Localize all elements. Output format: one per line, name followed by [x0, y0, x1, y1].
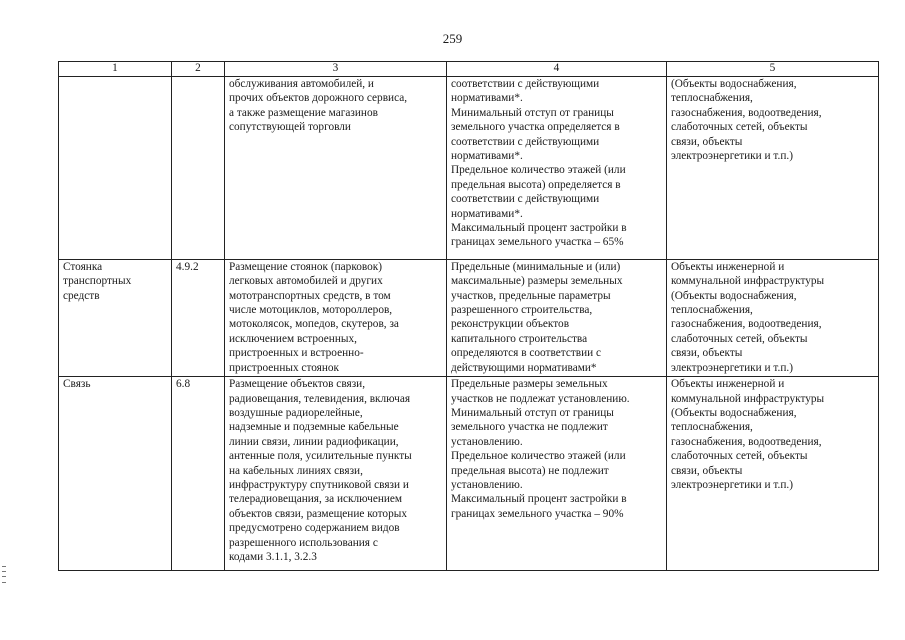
text-line: Связь: [63, 378, 91, 391]
text-line: капитального строительства: [451, 332, 588, 345]
text-line: Максимальный процент застройки в: [451, 222, 627, 235]
text-line: 6.8: [176, 378, 191, 391]
text-line: электроэнергетики и т.п.): [671, 361, 793, 374]
text-line: участков, предельные параметры: [451, 289, 611, 302]
text-line: инфраструктуру спутниковой связи и: [229, 478, 409, 491]
page-number: 259: [442, 31, 463, 46]
use-code-cell: [172, 377, 225, 571]
text-line: связи, объекты: [671, 135, 743, 148]
text-line: обслуживания автомобилей, и: [229, 78, 374, 90]
column-header-1: 1: [59, 62, 172, 77]
text-line: соответствии с действующими: [451, 78, 600, 90]
text-line: газоснабжения, водоотведения,: [671, 435, 822, 448]
text-line: соответствии с действующими: [451, 135, 600, 148]
text-line: Максимальный процент застройки в: [451, 493, 627, 506]
text-line: исключением встроенных,: [229, 332, 357, 345]
text-line: Предельные (минимальные и (или): [451, 260, 621, 273]
text-line: Предельные размеры земельных: [451, 378, 608, 391]
text-line: объектов связи, размещение которых: [229, 507, 407, 520]
text-line: а также размещение магазинов: [229, 106, 378, 119]
restrictions-cell: [667, 259, 879, 376]
text-line: разрешенного строительства,: [451, 303, 593, 316]
text-line: линии связи, линии радиофикации,: [229, 435, 399, 448]
text-line: коммунальной инфраструктуры: [671, 392, 825, 405]
table-row: [59, 259, 879, 376]
text-line: электроэнергетики и т.п.): [671, 150, 793, 163]
text-line: пристроенных и встроенно-: [229, 347, 364, 360]
restrictions-cell: [667, 377, 879, 571]
table-row: [59, 377, 879, 571]
text-line: теплоснабжения,: [671, 303, 753, 316]
text-line: участков не подлежат установлению.: [451, 392, 630, 405]
parameters-cell: [447, 259, 667, 376]
description-cell: [225, 77, 447, 260]
text-line: действующими нормативами*: [451, 361, 597, 374]
restrictions-cell: [667, 77, 879, 260]
header-row: [59, 62, 879, 77]
text-line: сопутствующей торговли: [229, 121, 351, 134]
text-line: газоснабжения, водоотведения,: [671, 318, 822, 331]
text-line: предельная высота) не подлежит: [451, 464, 609, 477]
use-name-cell: [59, 77, 172, 260]
text-line: реконструкции объектов: [451, 318, 570, 331]
scan-margin-mark: [2, 576, 6, 577]
text-line: радиовещания, телевидения, включая: [229, 392, 411, 405]
text-line: Предельное количество этажей (или: [451, 164, 626, 177]
text-line: воздушные радиорелейные,: [229, 406, 363, 419]
text-line: слаботочных сетей, объекты: [671, 450, 808, 463]
description-cell: [225, 259, 447, 376]
text-line: нормативами*.: [451, 92, 523, 105]
text-line: числе мотоциклов, мотороллеров,: [229, 303, 393, 316]
text-line: нормативами*.: [451, 207, 523, 220]
use-code-cell: [172, 77, 225, 260]
text-line: коммунальной инфраструктуры: [671, 275, 825, 288]
text-line: определяются в соответствии с: [451, 347, 602, 360]
text-line: 4.9.2: [176, 260, 199, 273]
text-line: Размещение объектов связи,: [229, 378, 366, 391]
text-line: границах земельного участка – 90%: [451, 507, 624, 520]
text-line: Размещение стоянок (парковок): [229, 260, 383, 273]
text-line: антенные поля, усилительные пункты: [229, 450, 412, 463]
text-line: электроэнергетики и т.п.): [671, 478, 793, 491]
text-line: теплоснабжения,: [671, 421, 753, 434]
text-line: средств: [63, 289, 100, 302]
text-line: нормативами*.: [451, 150, 523, 163]
text-line: пристроенных стоянок: [229, 361, 340, 374]
text-line: слаботочных сетей, объекты: [671, 332, 808, 345]
use-name-cell: [59, 259, 172, 376]
text-line: транспортных: [63, 275, 132, 288]
table-row: [59, 77, 879, 260]
text-line: кодами 3.1.1, 3.2.3: [229, 551, 317, 563]
text-line: максимальные) размеры земельных: [451, 275, 623, 288]
column-header-4: 4: [447, 62, 667, 77]
text-line: мотоколясок, мопедов, скутеров, за: [229, 318, 399, 331]
text-line: связи, объекты: [671, 347, 743, 360]
text-line: на кабельных линиях связи,: [229, 464, 363, 477]
parameters-cell: [447, 77, 667, 260]
text-line: земельного участка не подлежит: [451, 421, 608, 434]
text-line: теплоснабжения,: [671, 92, 753, 105]
text-line: Стоянка: [63, 260, 103, 273]
use-code-cell: [172, 259, 225, 376]
use-name-cell: [59, 377, 172, 571]
text-line: телерадиовещания, за исключением: [229, 493, 403, 506]
text-line: соответствии с действующими: [451, 193, 600, 206]
text-line: Минимальный отступ от границы: [451, 406, 614, 419]
text-line: (Объекты водоснабжения,: [671, 406, 797, 419]
text-line: земельного участка определяется в: [451, 121, 620, 134]
text-line: (Объекты водоснабжения,: [671, 289, 797, 302]
text-line: слаботочных сетей, объекты: [671, 121, 808, 134]
text-line: установлению.: [451, 435, 523, 448]
text-line: предусмотрено содержанием видов: [229, 522, 400, 535]
text-line: надземные и подземные кабельные: [229, 421, 399, 434]
text-line: границах земельного участка – 65%: [451, 236, 624, 249]
column-header-2: 2: [172, 62, 225, 77]
text-line: легковых автомобилей и других: [229, 275, 383, 288]
column-header-3: 3: [225, 62, 447, 77]
text-line: мототранспортных средств, в том: [229, 289, 391, 302]
parameters-cell: [447, 377, 667, 571]
text-line: Объекты инженерной и: [671, 378, 785, 391]
text-line: разрешенного использования с: [229, 536, 378, 549]
text-line: Объекты инженерной и: [671, 260, 785, 273]
land-use-table: [58, 61, 879, 571]
text-line: Минимальный отступ от границы: [451, 106, 614, 119]
text-line: предельная высота) определяется в: [451, 178, 621, 191]
scan-margin-mark: [2, 582, 6, 583]
text-line: Предельное количество этажей (или: [451, 450, 626, 463]
description-cell: [225, 377, 447, 571]
text-line: установлению.: [451, 478, 523, 491]
text-line: прочих объектов дорожного сервиса,: [229, 92, 408, 105]
scan-margin-mark: [2, 566, 6, 567]
scan-margin-mark: [2, 571, 6, 572]
text-line: (Объекты водоснабжения,: [671, 78, 797, 90]
text-line: газоснабжения, водоотведения,: [671, 106, 822, 119]
column-header-5: 5: [667, 62, 879, 77]
text-line: связи, объекты: [671, 464, 743, 477]
